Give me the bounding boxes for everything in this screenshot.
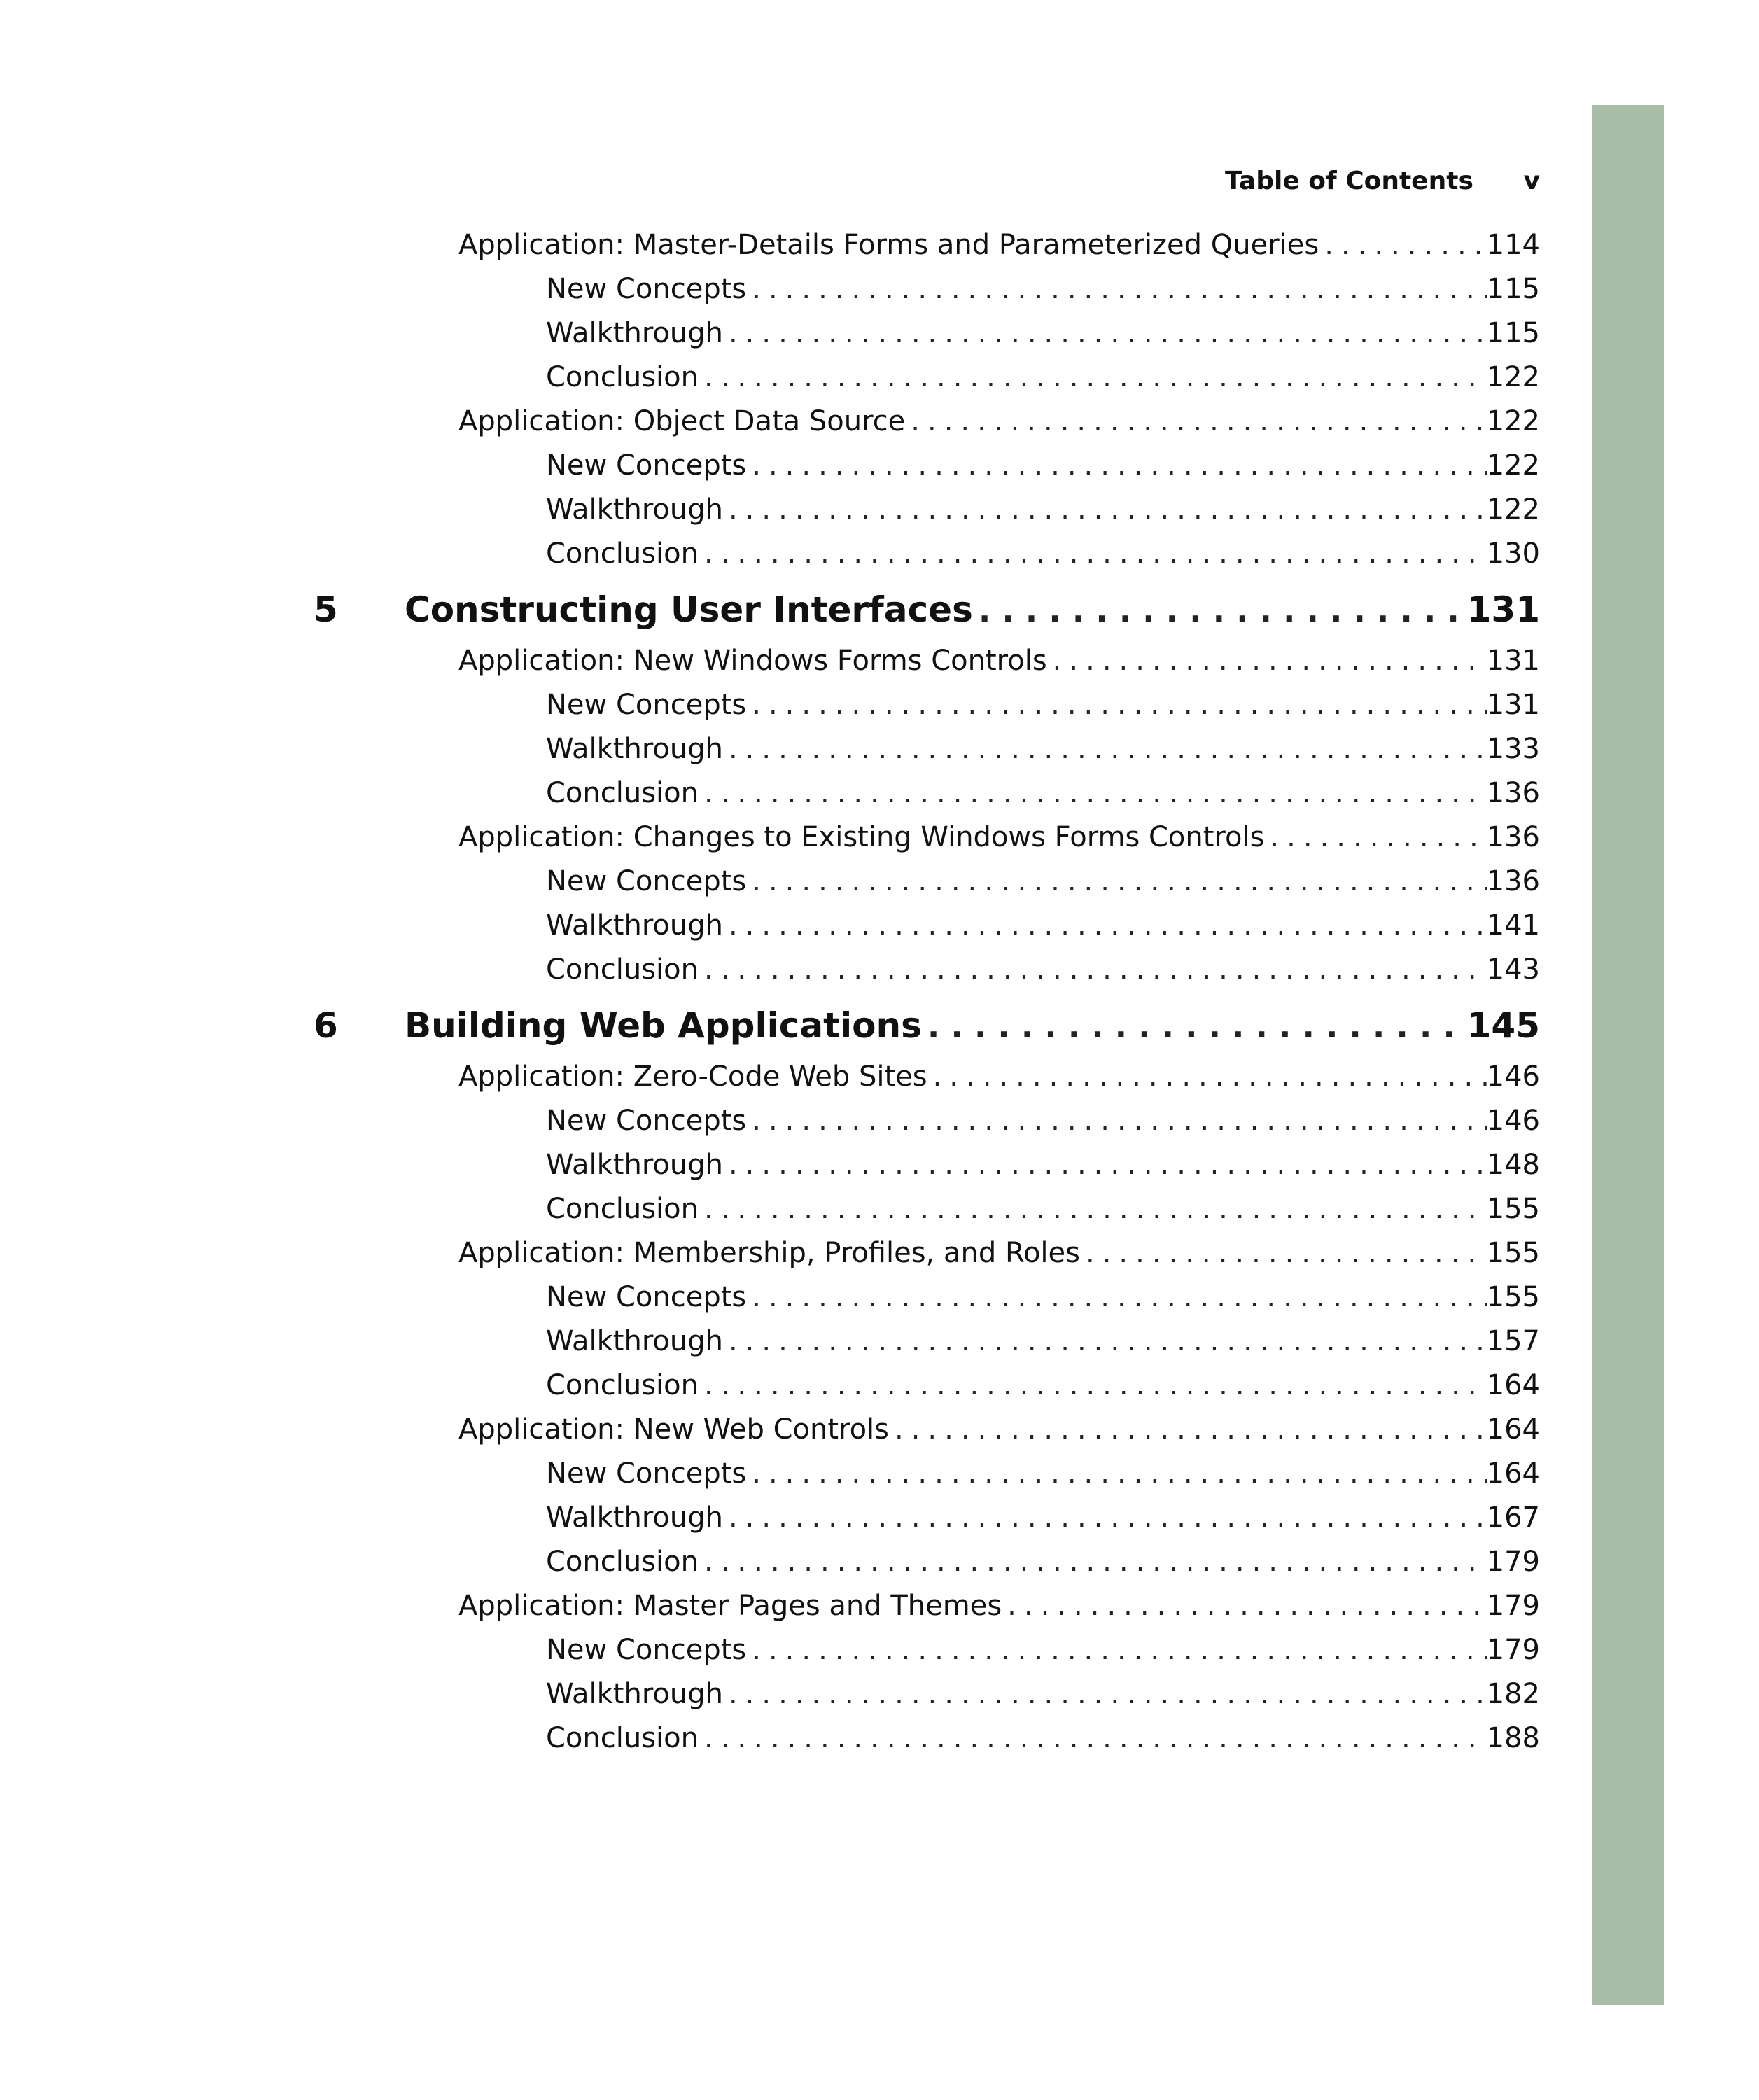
toc-title: Walkthrough (546, 317, 723, 349)
toc-entry-sub[interactable] (0, 490, 1540, 534)
toc-line (546, 1325, 1540, 1357)
toc-title: Conclusion (546, 1369, 699, 1401)
toc-page-number: 167 (1486, 1502, 1540, 1534)
toc-line (546, 1193, 1540, 1225)
dot-leader (699, 538, 1487, 570)
chapter-number: 5 (314, 589, 338, 630)
toc-page-number: 146 (1486, 1105, 1540, 1137)
dot-leader (723, 1502, 1487, 1534)
toc-entry-section[interactable] (0, 818, 1540, 862)
dot-leader (1002, 1590, 1486, 1622)
toc-line (458, 821, 1540, 853)
toc-entry-section[interactable] (0, 225, 1540, 270)
toc-entry-sub[interactable] (0, 1498, 1540, 1542)
toc-page-number: 188 (1486, 1722, 1540, 1754)
toc-entry-sub[interactable] (0, 446, 1540, 490)
toc-title: Application: New Windows Forms Controls (458, 645, 1047, 677)
toc-entry-sub[interactable] (0, 906, 1540, 950)
toc-line (405, 1005, 1540, 1046)
dot-leader (746, 1634, 1486, 1666)
toc-title: New Concepts (546, 1281, 747, 1313)
toc-line (546, 1105, 1540, 1137)
toc-line (546, 1281, 1540, 1313)
toc-entry-sub[interactable] (0, 1366, 1540, 1410)
toc-title: Conclusion (546, 777, 699, 809)
dot-leader (922, 1007, 1467, 1045)
dot-leader (723, 1325, 1487, 1357)
toc-title: Walkthrough (546, 493, 723, 526)
dot-leader (746, 1457, 1486, 1490)
toc-title: Application: Object Data Source (458, 405, 906, 438)
toc-line (546, 317, 1540, 349)
toc-title: Application: Master Pages and Themes (458, 1590, 1002, 1622)
toc-entry-sub[interactable] (0, 862, 1540, 906)
toc-entry-section[interactable] (0, 402, 1540, 446)
toc-page-number: 179 (1486, 1546, 1540, 1578)
toc-line (546, 493, 1540, 526)
toc-page-number: 143 (1486, 953, 1540, 986)
side-color-tab (1592, 105, 1664, 2005)
toc-entry-sub[interactable] (0, 1278, 1540, 1322)
toc-page-number: 179 (1486, 1590, 1540, 1622)
toc-page-number: 164 (1486, 1457, 1540, 1490)
toc-entry-sub[interactable] (0, 314, 1540, 358)
toc-title: New Concepts (546, 865, 747, 897)
dot-leader (699, 953, 1487, 986)
toc-line (458, 645, 1540, 677)
dot-leader (746, 1105, 1486, 1137)
running-head (1134, 167, 1540, 202)
toc-entry-sub[interactable] (0, 685, 1540, 729)
toc-page-number: 155 (1486, 1193, 1540, 1225)
running-head-page-number: v (1523, 167, 1540, 195)
toc-line (546, 953, 1540, 986)
toc-title: New Concepts (546, 449, 747, 482)
toc-entry-sub[interactable] (0, 1189, 1540, 1233)
toc-page-number: 179 (1486, 1634, 1540, 1666)
toc-page-number: 115 (1486, 317, 1540, 349)
toc-title: New Concepts (546, 1105, 747, 1137)
toc-line (458, 229, 1540, 261)
toc-title: New Concepts (546, 689, 747, 721)
toc-page-number: 122 (1486, 405, 1540, 438)
toc-title: Conclusion (546, 538, 699, 570)
dot-leader (723, 733, 1487, 765)
dot-leader (723, 909, 1487, 941)
toc-line (546, 733, 1540, 765)
toc-line (546, 1369, 1540, 1401)
toc-page-number: 115 (1486, 273, 1540, 305)
toc-entry-sub[interactable] (0, 1322, 1540, 1366)
toc-entry-section[interactable] (0, 1057, 1540, 1101)
dot-leader (746, 865, 1486, 897)
toc-title: New Concepts (546, 1457, 747, 1490)
toc-page-number: 148 (1486, 1149, 1540, 1181)
toc-page-number: 145 (1466, 1005, 1540, 1046)
toc-title: Walkthrough (546, 1502, 723, 1534)
dot-leader (746, 689, 1486, 721)
dot-leader (699, 1722, 1487, 1754)
dot-leader (905, 405, 1486, 438)
toc-page-number: 122 (1486, 361, 1540, 393)
dot-leader (699, 1546, 1487, 1578)
toc-title: Walkthrough (546, 733, 723, 765)
toc-line (546, 1546, 1540, 1578)
toc-entry-sub[interactable] (0, 774, 1540, 818)
toc-line (546, 361, 1540, 393)
toc-entry-chapter[interactable] (0, 578, 1540, 641)
toc-entry-sub[interactable] (0, 270, 1540, 314)
toc-entry-sub[interactable] (0, 1718, 1540, 1763)
toc-entry-sub[interactable] (0, 534, 1540, 578)
dot-leader (746, 1281, 1486, 1313)
toc-title: Building Web Applications (405, 1005, 922, 1046)
toc-line (546, 449, 1540, 482)
dot-leader (1319, 229, 1486, 261)
toc-entry-chapter[interactable] (0, 994, 1540, 1057)
dot-leader (723, 1149, 1487, 1181)
toc-line (405, 589, 1540, 630)
toc-entry-sub[interactable] (0, 1145, 1540, 1189)
dot-leader (973, 592, 1467, 629)
toc-entry-section[interactable] (0, 1410, 1540, 1454)
toc-page-number: 155 (1486, 1281, 1540, 1313)
toc-title: New Concepts (546, 1634, 747, 1666)
toc-entry-section[interactable] (0, 1586, 1540, 1630)
dot-leader (723, 1678, 1487, 1710)
toc-entry-sub[interactable] (0, 358, 1540, 402)
toc-entry-sub[interactable] (0, 1454, 1540, 1498)
toc-title: Walkthrough (546, 1678, 723, 1710)
toc-page-number: 122 (1486, 449, 1540, 482)
toc-title: Application: Membership, Profiles, and Roles (458, 1237, 1080, 1269)
toc-line (458, 1590, 1540, 1622)
toc-title: Constructing User Interfaces (405, 589, 973, 630)
dot-leader (699, 1193, 1487, 1225)
toc-entry-sub[interactable] (0, 950, 1540, 994)
toc-page-number: 182 (1486, 1678, 1540, 1710)
table-of-contents (0, 225, 1540, 1763)
dot-leader (746, 273, 1486, 305)
toc-line (458, 405, 1540, 438)
toc-page-number: 164 (1486, 1413, 1540, 1446)
toc-title: Conclusion (546, 1546, 699, 1578)
toc-line (546, 1722, 1540, 1754)
toc-line (546, 1149, 1540, 1181)
toc-title: Conclusion (546, 1193, 699, 1225)
toc-entry-sub[interactable] (0, 729, 1540, 774)
toc-title: Conclusion (546, 1722, 699, 1754)
toc-entry-section[interactable] (0, 641, 1540, 685)
toc-title: Walkthrough (546, 1325, 723, 1357)
toc-title: Application: Zero-Code Web Sites (458, 1060, 927, 1093)
toc-line (546, 1678, 1540, 1710)
toc-line (546, 689, 1540, 721)
dot-leader (699, 1369, 1487, 1401)
running-head-title: Table of Contents (1225, 167, 1473, 195)
toc-entry-section[interactable] (0, 1233, 1540, 1278)
toc-page-number: 114 (1486, 229, 1540, 261)
toc-line (546, 1634, 1540, 1666)
toc-line (546, 273, 1540, 305)
toc-line (546, 865, 1540, 897)
toc-page-number: 141 (1486, 909, 1540, 941)
toc-line (458, 1060, 1540, 1093)
toc-line (546, 777, 1540, 809)
toc-entry-sub[interactable] (0, 1101, 1540, 1145)
toc-title: Conclusion (546, 361, 699, 393)
toc-title: Walkthrough (546, 1149, 723, 1181)
toc-page-number: 146 (1486, 1060, 1540, 1093)
dot-leader (723, 317, 1487, 349)
dot-leader (723, 493, 1487, 526)
dot-leader (889, 1413, 1487, 1446)
toc-page-number: 136 (1486, 865, 1540, 897)
toc-page-number: 131 (1486, 689, 1540, 721)
toc-page-number: 136 (1486, 777, 1540, 809)
toc-line (458, 1413, 1540, 1446)
dot-leader (699, 361, 1487, 393)
toc-page-number: 164 (1486, 1369, 1540, 1401)
toc-page-number: 136 (1486, 821, 1540, 853)
toc-page-number: 131 (1486, 645, 1540, 677)
dot-leader (927, 1060, 1487, 1093)
toc-entry-sub[interactable] (0, 1674, 1540, 1718)
dot-leader (1047, 645, 1487, 677)
toc-line (546, 1457, 1540, 1490)
toc-line (546, 1502, 1540, 1534)
toc-entry-sub[interactable] (0, 1630, 1540, 1674)
toc-title: Conclusion (546, 953, 699, 986)
toc-line (458, 1237, 1540, 1269)
toc-title: Application: Changes to Existing Windows Forms Controls (458, 821, 1265, 853)
toc-entry-sub[interactable] (0, 1542, 1540, 1586)
toc-title: Application: Master-Details Forms and Parameterized Queries (458, 229, 1319, 261)
dot-leader (699, 777, 1487, 809)
toc-title: New Concepts (546, 273, 747, 305)
dot-leader (1080, 1237, 1487, 1269)
dot-leader (746, 449, 1486, 482)
toc-page-number: 122 (1486, 493, 1540, 526)
toc-line (546, 538, 1540, 570)
chapter-number: 6 (314, 1005, 338, 1046)
toc-title: Application: New Web Controls (458, 1413, 889, 1446)
toc-page-number: 155 (1486, 1237, 1540, 1269)
toc-page-number: 131 (1466, 589, 1540, 630)
toc-title: Walkthrough (546, 909, 723, 941)
toc-page-number: 133 (1486, 733, 1540, 765)
toc-page-number: 130 (1486, 538, 1540, 570)
dot-leader (1264, 821, 1486, 853)
toc-line (546, 909, 1540, 941)
toc-page-number: 157 (1486, 1325, 1540, 1357)
